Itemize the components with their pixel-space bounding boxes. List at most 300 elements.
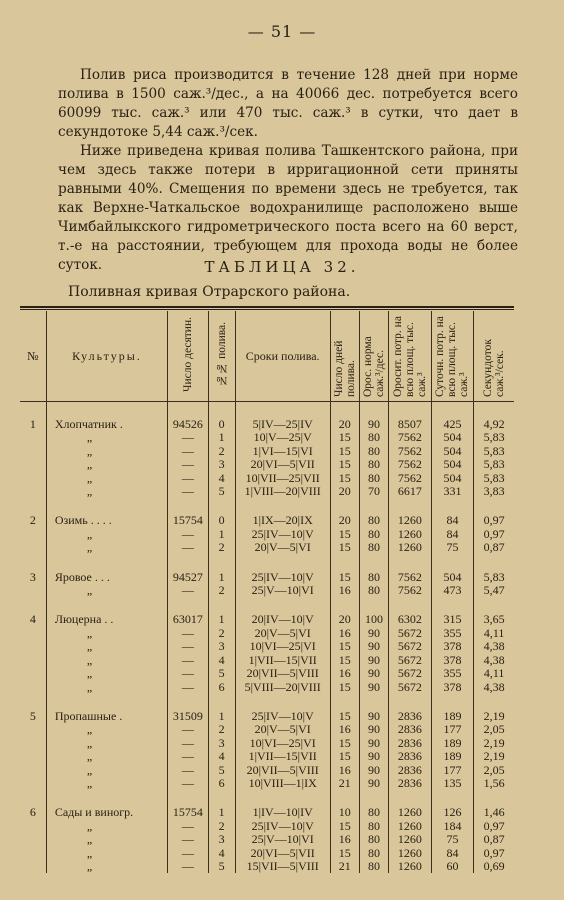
cell-sec: 4,38	[474, 681, 514, 694]
cell-daily: 504	[431, 555, 474, 584]
cell-total: 1260	[389, 541, 432, 554]
cell-days: 15	[330, 445, 359, 458]
cell-daily: 189	[431, 750, 474, 763]
cell-total: 6302	[389, 597, 432, 626]
cell-total: 1260	[389, 820, 432, 833]
cell-days: 21	[330, 860, 359, 873]
cell-sec: 5,83	[474, 472, 514, 485]
cell-norm: 90	[359, 737, 388, 750]
cell-norm: 80	[359, 860, 388, 873]
cell-area: —	[168, 820, 209, 833]
cell-dates: 5|IV—25|IV	[235, 402, 330, 432]
cell-area: 15754	[168, 498, 209, 527]
table-row	[20, 528, 514, 541]
cell-daily: 378	[431, 681, 474, 694]
cell-idx: 5	[208, 667, 235, 680]
cell-norm: 80	[359, 445, 388, 458]
cell-days: 16	[330, 723, 359, 736]
cell-no	[20, 640, 46, 653]
cell-total: 7562	[389, 555, 432, 584]
cell-no	[20, 777, 46, 790]
table-row	[20, 750, 514, 763]
cell-crop: „	[46, 654, 167, 667]
cell-idx: 6	[208, 777, 235, 790]
cell-sec: 1,46	[474, 790, 514, 819]
cell-dates: 1|IX—20|IX	[235, 498, 330, 527]
header-days: Число дней полива.	[330, 311, 359, 402]
cell-idx: 1	[208, 555, 235, 584]
cell-crop: „	[46, 528, 167, 541]
cell-norm: 90	[359, 723, 388, 736]
table-row	[20, 597, 514, 626]
table-title: ТАБЛИЦА 32.	[204, 258, 360, 276]
cell-norm: 80	[359, 790, 388, 819]
cell-days: 16	[330, 584, 359, 597]
cell-total: 2836	[389, 737, 432, 750]
cell-total: 5672	[389, 667, 432, 680]
cell-total: 5672	[389, 681, 432, 694]
cell-sec: 5,83	[474, 458, 514, 471]
cell-sec: 0,87	[474, 541, 514, 554]
cell-no	[20, 431, 46, 444]
cell-days: 15	[330, 750, 359, 763]
cell-dates: 10|V—25|V	[235, 431, 330, 444]
table-row	[20, 472, 514, 485]
cell-dates: 20|VI—5|VII	[235, 847, 330, 860]
cell-days: 15	[330, 681, 359, 694]
page-number: — 51 —	[247, 22, 317, 41]
table-header-row	[20, 311, 514, 402]
cell-days: 20	[330, 498, 359, 527]
cell-total: 5672	[389, 640, 432, 653]
cell-area: 31509	[168, 694, 209, 723]
cell-dates: 10|VI—25|VI	[235, 640, 330, 653]
cell-total: 5672	[389, 627, 432, 640]
cell-total: 1260	[389, 833, 432, 846]
cell-norm: 80	[359, 458, 388, 471]
cell-sec: 2,05	[474, 723, 514, 736]
cell-days: 15	[330, 820, 359, 833]
irrigation-table	[20, 311, 514, 873]
cell-dates: 25|V—10|VI	[235, 584, 330, 597]
cell-total: 2836	[389, 723, 432, 736]
cell-crop: Хлопчатник .	[46, 402, 167, 432]
cell-area: —	[168, 847, 209, 860]
cell-no	[20, 445, 46, 458]
cell-idx: 4	[208, 847, 235, 860]
cell-area: —	[168, 640, 209, 653]
cell-idx: 2	[208, 820, 235, 833]
cell-crop: Яровое . . .	[46, 555, 167, 584]
cell-idx: 1	[208, 528, 235, 541]
cell-norm: 90	[359, 402, 388, 432]
cell-dates: 25|IV—10|V	[235, 820, 330, 833]
cell-dates: 25|V—10|VI	[235, 833, 330, 846]
cell-dates: 20|VII—5|VIII	[235, 764, 330, 777]
cell-no: 2	[29, 513, 36, 528]
cell-idx: 2	[208, 445, 235, 458]
cell-norm: 80	[359, 528, 388, 541]
cell-crop: „	[46, 723, 167, 736]
cell-idx: 3	[208, 737, 235, 750]
cell-no	[20, 860, 46, 873]
cell-total: 2836	[389, 694, 432, 723]
table-row	[20, 790, 514, 819]
cell-idx: 5	[208, 485, 235, 498]
cell-idx: 1	[208, 790, 235, 819]
cell-dates: 20|VII—5|VIII	[235, 667, 330, 680]
cell-daily: 177	[431, 764, 474, 777]
cell-daily: 84	[431, 528, 474, 541]
cell-norm: 80	[359, 820, 388, 833]
cell-area: 63017	[168, 597, 209, 626]
cell-total: 7562	[389, 431, 432, 444]
table-row	[20, 833, 514, 846]
cell-area: 15754	[168, 790, 209, 819]
cell-sec: 2,19	[474, 750, 514, 763]
header-idx: №№ полива.	[208, 311, 235, 402]
cell-norm: 80	[359, 541, 388, 554]
cell-no: 6	[29, 805, 36, 820]
cell-area: —	[168, 764, 209, 777]
cell-days: 20	[330, 402, 359, 432]
cell-crop: „	[46, 627, 167, 640]
cell-norm: 80	[359, 498, 388, 527]
cell-dates: 10|VIII—1|IX	[235, 777, 330, 790]
cell-crop: Пропашные .	[46, 694, 167, 723]
cell-sec: 0,97	[474, 847, 514, 860]
cell-no	[20, 737, 46, 750]
cell-dates: 10|VI—25|VI	[235, 737, 330, 750]
cell-crop: „	[46, 541, 167, 554]
cell-idx: 5	[208, 764, 235, 777]
cell-crop: „	[46, 431, 167, 444]
cell-crop: „	[46, 777, 167, 790]
cell-idx: 2	[208, 627, 235, 640]
cell-daily: 177	[431, 723, 474, 736]
table-row	[20, 777, 514, 790]
table-row	[20, 654, 514, 667]
cell-daily: 75	[431, 541, 474, 554]
cell-idx: 1	[208, 694, 235, 723]
cell-days: 15	[330, 458, 359, 471]
cell-dates: 1|VII—15|VII	[235, 654, 330, 667]
table-row	[20, 694, 514, 723]
cell-no	[20, 764, 46, 777]
cell-sec: 3,83	[474, 485, 514, 498]
cell-crop: „	[46, 640, 167, 653]
cell-idx: 1	[208, 431, 235, 444]
cell-area: —	[168, 431, 209, 444]
cell-days: 15	[330, 541, 359, 554]
cell-crop: „	[46, 860, 167, 873]
cell-no	[20, 541, 46, 554]
cell-dates: 20|IV—10|V	[235, 597, 330, 626]
cell-no	[20, 833, 46, 846]
cell-crop: „	[46, 847, 167, 860]
cell-total: 2836	[389, 750, 432, 763]
cell-no	[20, 472, 46, 485]
cell-days: 15	[330, 654, 359, 667]
cell-days: 10	[330, 790, 359, 819]
cell-dates: 5|VIII—20|VIII	[235, 681, 330, 694]
cell-sec: 5,47	[474, 584, 514, 597]
table-subtitle: Поливная кривая Отрарского района.	[68, 284, 351, 300]
table-row	[20, 445, 514, 458]
cell-crop: „	[46, 485, 167, 498]
cell-daily: 378	[431, 640, 474, 653]
table-row	[20, 681, 514, 694]
cell-area: —	[168, 445, 209, 458]
cell-crop: „	[46, 820, 167, 833]
cell-norm: 80	[359, 555, 388, 584]
cell-total: 1260	[389, 790, 432, 819]
cell-idx: 2	[208, 584, 235, 597]
cell-no	[20, 458, 46, 471]
cell-area: —	[168, 737, 209, 750]
cell-no	[20, 847, 46, 860]
cell-days: 15	[330, 737, 359, 750]
cell-dates: 25|IV—10|V	[235, 694, 330, 723]
cell-crop: „	[46, 764, 167, 777]
table-row	[20, 640, 514, 653]
cell-norm: 80	[359, 431, 388, 444]
cell-dates: 20|V—5|VI	[235, 723, 330, 736]
cell-daily: 425	[431, 402, 474, 432]
cell-daily: 355	[431, 667, 474, 680]
cell-no	[20, 820, 46, 833]
cell-sec: 0,97	[474, 528, 514, 541]
cell-area: 94527	[168, 555, 209, 584]
cell-dates: 1|VII—15|VII	[235, 750, 330, 763]
cell-norm: 90	[359, 667, 388, 680]
header-norm: Орос. норма саж.³/дес.	[359, 311, 388, 402]
table-row	[20, 820, 514, 833]
cell-days: 15	[330, 528, 359, 541]
cell-daily: 126	[431, 790, 474, 819]
cell-total: 6617	[389, 485, 432, 498]
cell-norm: 70	[359, 485, 388, 498]
cell-daily: 504	[431, 458, 474, 471]
cell-norm: 90	[359, 764, 388, 777]
header-sec: Секундоток саж.³/сек.	[474, 311, 514, 402]
cell-days: 15	[330, 847, 359, 860]
cell-daily: 504	[431, 445, 474, 458]
cell-crop: „	[46, 833, 167, 846]
cell-total: 1260	[389, 860, 432, 873]
cell-area: —	[168, 528, 209, 541]
cell-area: —	[168, 833, 209, 846]
cell-idx: 4	[208, 472, 235, 485]
cell-daily: 189	[431, 694, 474, 723]
cell-area: —	[168, 627, 209, 640]
cell-crop: „	[46, 667, 167, 680]
cell-no: 3	[29, 569, 36, 584]
table-row	[20, 667, 514, 680]
cell-norm: 90	[359, 654, 388, 667]
cell-dates: 20|V—5|VI	[235, 541, 330, 554]
cell-norm: 90	[359, 750, 388, 763]
table-row	[20, 627, 514, 640]
cell-days: 16	[330, 833, 359, 846]
table-body	[20, 402, 514, 874]
cell-crop: „	[46, 445, 167, 458]
cell-idx: 1	[208, 597, 235, 626]
cell-no	[20, 528, 46, 541]
cell-crop: „	[46, 737, 167, 750]
cell-norm: 80	[359, 847, 388, 860]
cell-daily: 184	[431, 820, 474, 833]
table-row	[20, 723, 514, 736]
table-row	[20, 485, 514, 498]
cell-total: 2836	[389, 764, 432, 777]
cell-no: 1	[29, 417, 36, 431]
cell-daily: 60	[431, 860, 474, 873]
cell-crop: Люцерна . .	[46, 597, 167, 626]
cell-sec: 2,19	[474, 737, 514, 750]
cell-no	[20, 667, 46, 680]
cell-total: 1260	[389, 528, 432, 541]
cell-daily: 84	[431, 498, 474, 527]
cell-norm: 90	[359, 681, 388, 694]
cell-norm: 100	[359, 597, 388, 626]
table-top-rule-thin	[20, 309, 514, 310]
cell-days: 15	[330, 640, 359, 653]
cell-crop: „	[46, 584, 167, 597]
cell-total: 7562	[389, 472, 432, 485]
cell-daily: 355	[431, 627, 474, 640]
cell-days: 15	[330, 472, 359, 485]
cell-norm: 90	[359, 694, 388, 723]
cell-area: —	[168, 860, 209, 873]
cell-sec: 5,83	[474, 445, 514, 458]
cell-sec: 0,97	[474, 498, 514, 527]
cell-crop: „	[46, 458, 167, 471]
cell-daily: 135	[431, 777, 474, 790]
cell-total: 7562	[389, 445, 432, 458]
cell-area: —	[168, 458, 209, 471]
cell-norm: 80	[359, 584, 388, 597]
cell-idx: 4	[208, 654, 235, 667]
cell-days: 20	[330, 597, 359, 626]
cell-area: —	[168, 723, 209, 736]
cell-no	[20, 627, 46, 640]
cell-sec: 4,92	[474, 402, 514, 432]
cell-idx: 0	[208, 498, 235, 527]
cell-total: 7562	[389, 458, 432, 471]
cell-no	[20, 584, 46, 597]
cell-days: 16	[330, 764, 359, 777]
cell-area: —	[168, 485, 209, 498]
cell-crop: Озимь . . . .	[46, 498, 167, 527]
table-row	[20, 584, 514, 597]
header-daily: Суточн. потр. на всю площ. тыс. саж.³	[431, 311, 474, 402]
cell-no: 5	[29, 708, 36, 723]
cell-area: —	[168, 584, 209, 597]
table-top-rule	[20, 306, 514, 308]
cell-dates: 1|VIII—20|VIII	[235, 485, 330, 498]
cell-crop: „	[46, 681, 167, 694]
header-area: Число десятин.	[168, 311, 209, 402]
cell-days: 15	[330, 694, 359, 723]
cell-no	[20, 654, 46, 667]
cell-idx: 4	[208, 750, 235, 763]
cell-norm: 90	[359, 640, 388, 653]
cell-dates: 10|VII—25|VII	[235, 472, 330, 485]
cell-area: —	[168, 472, 209, 485]
cell-total: 1260	[389, 847, 432, 860]
table-row	[20, 498, 514, 527]
cell-daily: 189	[431, 737, 474, 750]
cell-sec: 5,83	[474, 555, 514, 584]
body-text	[58, 66, 518, 275]
cell-daily: 504	[431, 431, 474, 444]
cell-sec: 2,19	[474, 694, 514, 723]
cell-daily: 315	[431, 597, 474, 626]
cell-days: 15	[330, 431, 359, 444]
cell-norm: 90	[359, 777, 388, 790]
cell-sec: 5,83	[474, 431, 514, 444]
cell-norm: 80	[359, 472, 388, 485]
table-row	[20, 431, 514, 444]
cell-dates: 25|IV—10|V	[235, 528, 330, 541]
cell-sec: 4,38	[474, 640, 514, 653]
cell-idx: 6	[208, 681, 235, 694]
cell-dates: 25|IV—10|V	[235, 555, 330, 584]
paragraph-2: Ниже приведена кривая полива Ташкентского района, при чем здесь также потери в ирригационной сети приняты равными 40%. Смещения по времени здесь не требуется, так как Верхне-Чаткальское водохранилище расположено выше Чимбайлыкского гидрометрического поста всего на 60 верст, т.-е на расстоянии, требующем для прохода воды не более суток.	[58, 143, 518, 273]
cell-dates: 15|VII—5|VIII	[235, 860, 330, 873]
paragraph-1: Полив риса производится в течение 128 дней при норме полива в 1500 саж.³/дес., а на 40066 дес. потребуется всего 60099 тыс. саж.³ или 470 тыс. саж.³ в сутки, что дает в секундотоке 5,44 саж.³/сек.	[58, 67, 518, 140]
table-row	[20, 860, 514, 873]
table-row	[20, 847, 514, 860]
cell-total: 5672	[389, 654, 432, 667]
cell-area: —	[168, 667, 209, 680]
cell-sec: 0,97	[474, 820, 514, 833]
cell-sec: 1,56	[474, 777, 514, 790]
cell-idx: 3	[208, 833, 235, 846]
cell-area: —	[168, 750, 209, 763]
cell-area: —	[168, 777, 209, 790]
table-row	[20, 541, 514, 554]
header-dates: Сроки полива.	[235, 311, 330, 402]
cell-total: 1260	[389, 498, 432, 527]
cell-area: —	[168, 541, 209, 554]
cell-no: 4	[29, 612, 36, 627]
cell-days: 20	[330, 485, 359, 498]
cell-sec: 4,11	[474, 667, 514, 680]
cell-no	[20, 750, 46, 763]
cell-norm: 80	[359, 833, 388, 846]
table-row	[20, 458, 514, 471]
cell-no	[20, 485, 46, 498]
cell-area: —	[168, 681, 209, 694]
header-total: Оросит. потр. на всю площ. тыс. саж.³	[389, 311, 432, 402]
cell-sec: 4,11	[474, 627, 514, 640]
cell-daily: 378	[431, 654, 474, 667]
cell-area: 94526	[168, 402, 209, 432]
cell-no	[20, 723, 46, 736]
cell-idx: 3	[208, 640, 235, 653]
cell-days: 16	[330, 627, 359, 640]
cell-days: 21	[330, 777, 359, 790]
cell-idx: 3	[208, 458, 235, 471]
cell-daily: 331	[431, 485, 474, 498]
cell-daily: 75	[431, 833, 474, 846]
cell-norm: 90	[359, 627, 388, 640]
cell-sec: 3,65	[474, 597, 514, 626]
cell-dates: 20|VI—5|VII	[235, 458, 330, 471]
cell-daily: 473	[431, 584, 474, 597]
